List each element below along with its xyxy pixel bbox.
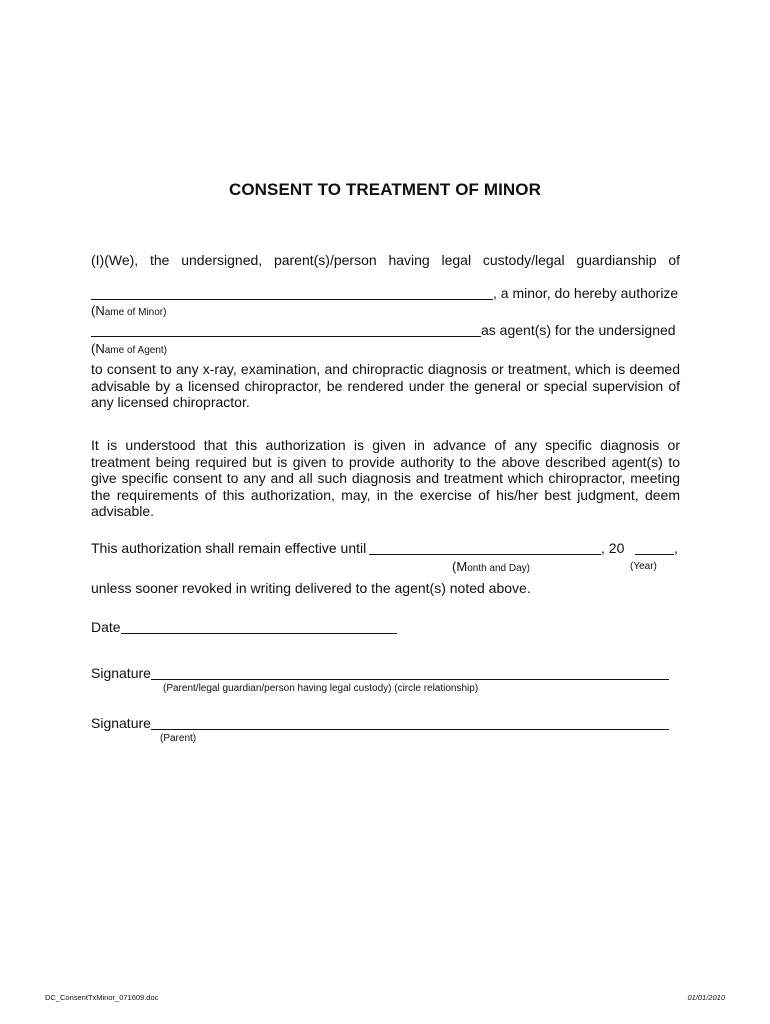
month-caption: (Month and Day) [452, 559, 531, 574]
minor-name-field[interactable] [91, 285, 493, 300]
year-caption: (Year) [630, 561, 657, 572]
revoked-text: unless sooner revoked in writing delivered to the agent(s) noted above. [91, 580, 531, 596]
signature2-row [91, 715, 681, 733]
understanding-paragraph: It is understood that this authorization is given in advance of any specific diagnosis or treatment being required but is given to provide authority to the above described agent(s) to give specific consent to any and all such diagnosis and treatment which chiropractor, meeting the requirements of this authorization, may, in the exercise of his/her best judgment, deem advisable. [91, 437, 680, 519]
minor-line-suffix: , a minor, do hereby authorize [493, 285, 679, 301]
signature2-caption: (Parent) [160, 733, 197, 744]
effective-row [91, 540, 691, 558]
agent-caption: (Name of Agent) [91, 341, 167, 356]
intro-text: (I)(We), the undersigned, parent(s)/person having legal custody/legal guardianship of [91, 252, 680, 268]
footer-date: 01/01/2010 [687, 993, 725, 1002]
minor-name-row [91, 285, 680, 303]
signature1-row [91, 665, 681, 683]
signature1-field[interactable] [151, 665, 669, 680]
date-row [91, 619, 411, 637]
signature2-field[interactable] [151, 715, 669, 730]
minor-caption: (Name of Minor) [91, 303, 167, 318]
year-field[interactable] [635, 540, 674, 555]
year-prefix: , 20 [601, 540, 625, 556]
signature1-label: Signature [91, 665, 151, 681]
agent-name-field[interactable] [91, 322, 481, 337]
date-field[interactable] [121, 619, 397, 634]
signature2-label: Signature [91, 715, 151, 731]
agent-line-suffix: as agent(s) for the undersigned [481, 322, 676, 338]
date-label: Date [91, 619, 121, 635]
agent-name-row [91, 322, 680, 340]
effective-prefix: This authorization shall remain effective until [91, 540, 367, 556]
document-title: CONSENT TO TREATMENT OF MINOR [228, 180, 542, 199]
consent-paragraph: to consent to any x-ray, examination, and chiropractic diagnosis or treatment, which is deemed advisable by a licensed chiropractor, be rendered under the general or special supervision of any licensed chiropractor. [91, 361, 680, 410]
effective-end: , [674, 540, 678, 556]
footer-filename: DC_ConsentTxMinor_071609.doc [45, 993, 159, 1002]
month-day-field[interactable] [369, 540, 601, 555]
signature1-caption: (Parent/legal guardian/person having legal custody) (circle relationship) [163, 683, 479, 694]
